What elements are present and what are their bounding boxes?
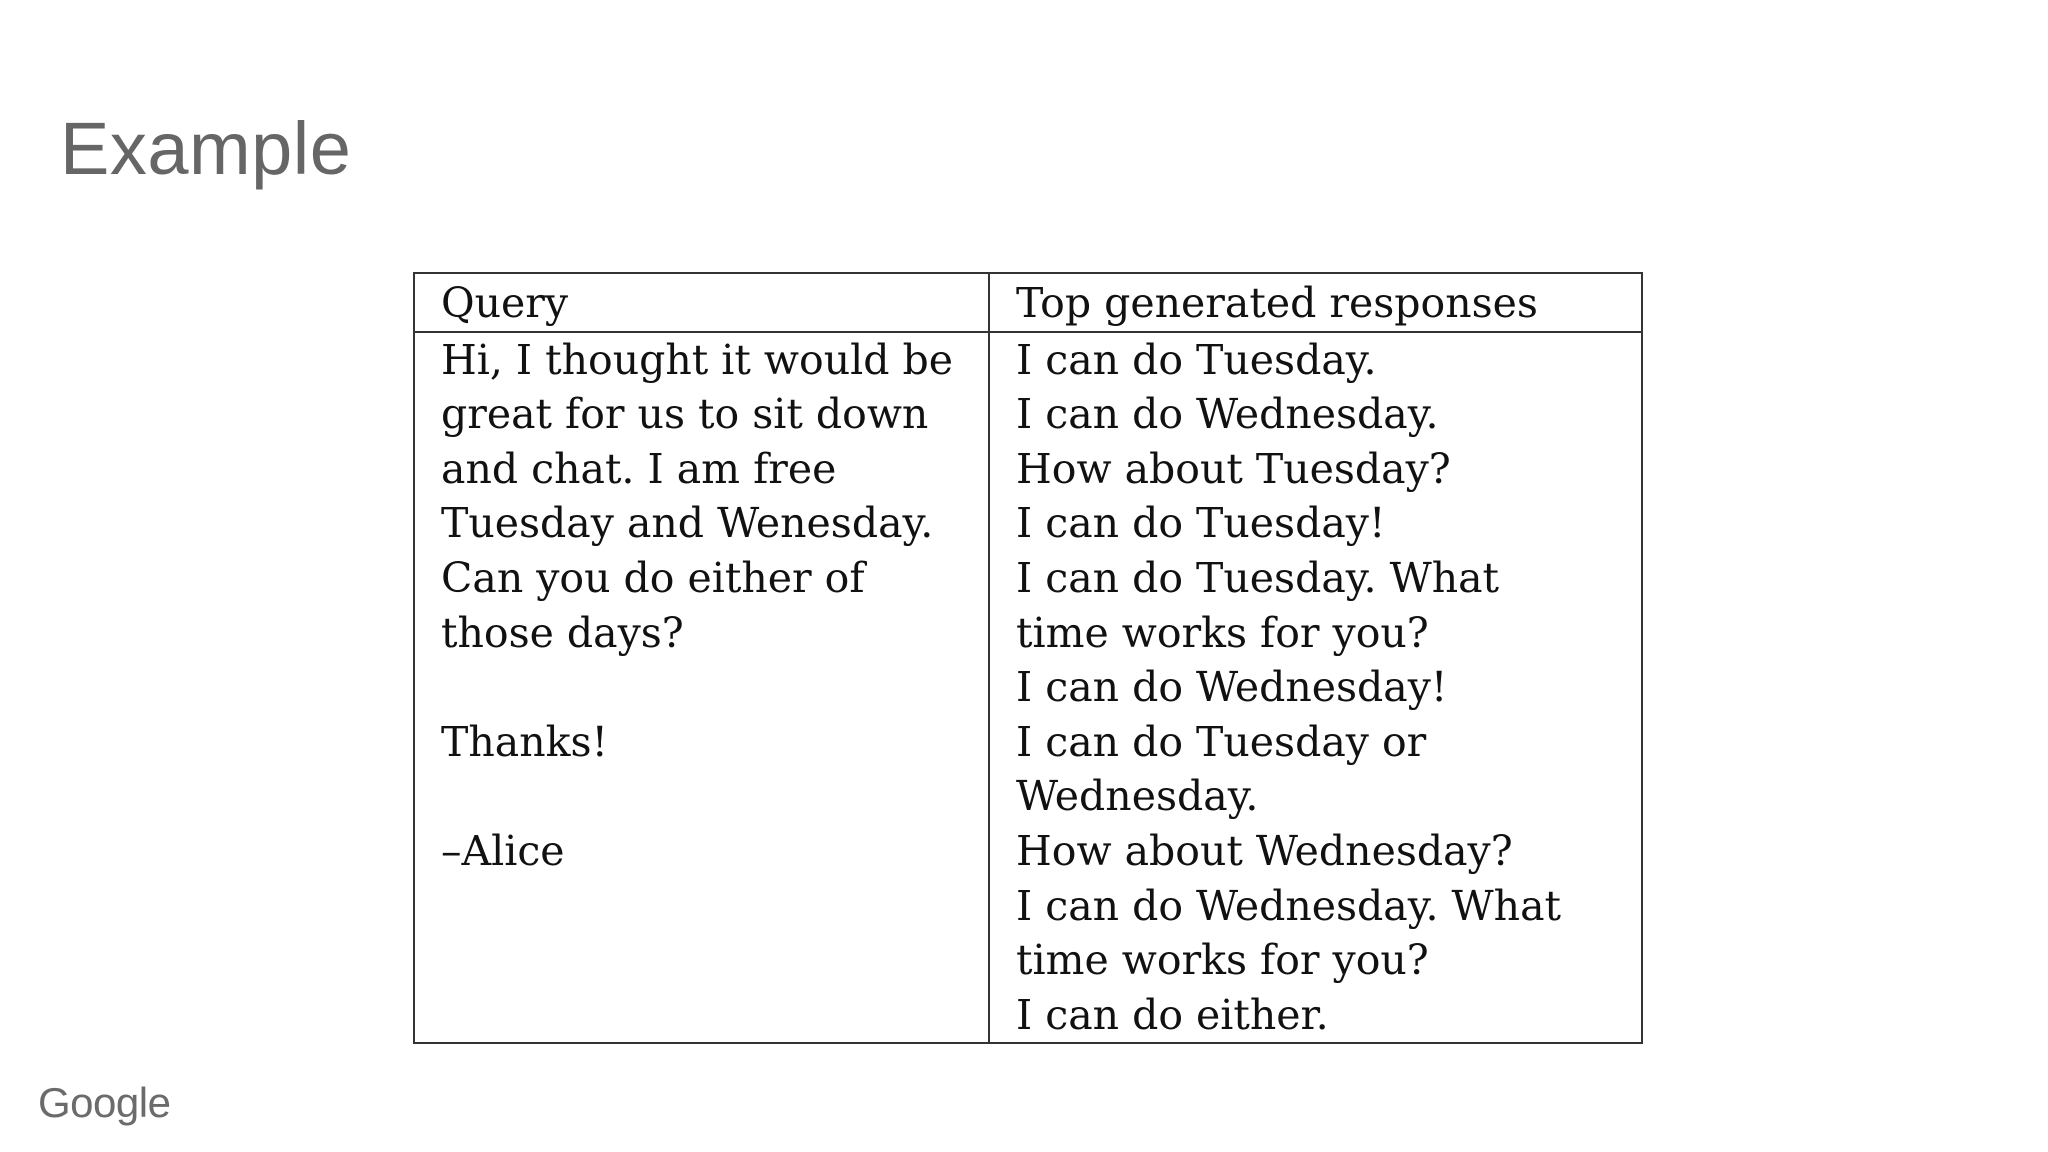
response-line: I can do Tuesday. What — [1016, 553, 1500, 602]
query-line: and chat. I am free — [441, 444, 837, 493]
response-line: I can do Tuesday or — [1016, 717, 1427, 766]
query-signature: –Alice — [441, 826, 565, 875]
response-line: Wednesday. — [1016, 772, 1259, 821]
response-line: I can do Wednesday. — [1016, 390, 1439, 439]
query-line: Hi, I thought it would be — [441, 335, 953, 384]
responses-cell — [989, 332, 1642, 1044]
query-line: Tuesday and Wenesday. — [441, 499, 934, 548]
table-header-row — [414, 273, 1642, 332]
query-response-table — [413, 272, 1643, 1044]
response-line: time works for you? — [1016, 936, 1429, 985]
query-line: Thanks! — [441, 717, 608, 766]
query-blank-line — [441, 769, 962, 824]
query-line: those days? — [441, 608, 684, 657]
query-line: great for us to sit down — [441, 390, 929, 439]
response-line: I can do Wednesday. What — [1016, 881, 1561, 930]
response-line: How about Tuesday? — [1016, 444, 1451, 493]
response-line: I can do Wednesday! — [1016, 663, 1448, 712]
header-responses: Top generated responses — [989, 273, 1642, 332]
response-line: I can do either. — [1016, 990, 1329, 1039]
table-figure — [413, 272, 1643, 1044]
query-blank-line — [441, 660, 962, 715]
response-line: How about Wednesday? — [1016, 826, 1513, 875]
response-line: I can do Tuesday! — [1016, 499, 1386, 548]
google-logo: Google — [38, 1079, 171, 1126]
response-line: I can do Tuesday. — [1016, 335, 1377, 384]
table-row — [414, 332, 1642, 1044]
header-query: Query — [414, 273, 989, 332]
slide-title: Example — [60, 107, 352, 190]
query-line: Can you do either of — [441, 553, 865, 602]
response-line: time works for you? — [1016, 608, 1429, 657]
query-cell — [414, 332, 989, 1044]
